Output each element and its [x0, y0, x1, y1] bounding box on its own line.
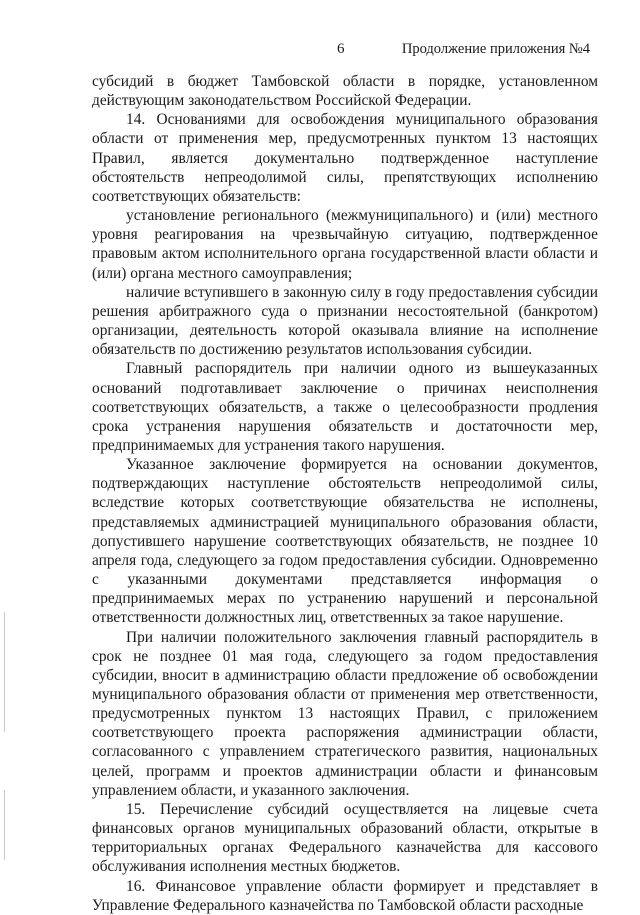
- scan-margin-mark: [4, 612, 5, 732]
- paragraph: наличие вступившего в законную силу в году предоставления субсидии решения арбитражного суда о признании несостоятельной (банкротом) организации, деятельность которой оказывала влияние на исполнение обязательств по достижению результатов использования субсидии.: [92, 283, 598, 359]
- page-number: 6: [337, 41, 345, 57]
- paragraph: 16. Финансовое управление области формирует и представляет в Управление Федерального казначейства по Тамбовской области расходные: [92, 877, 598, 914]
- paragraph: При наличии положительного заключения главный распорядитель в срок не позднее 01 мая года, следующего за годом предоставления субсидии, вносит в администрацию области предложение об освобождении муниципального образования области от применения мер ответственности, предусмотренных пунктом 13 настоящих Правил, с приложением соответствующего проекта распоряжения администрации области, согласованного с управлением стратегического развития, национальных целей, программ и проектов администрации области и финансовым управлением области, и указанного заключения.: [92, 628, 598, 799]
- paragraph: Указанное заключение формируется на основании документов, подтверждающих наступление обстоятельств непреодолимой силы, вследствие которых соответствующие обязательства не исполнены, представляемых администрацией муниципального образования области, допустившего нарушение соответствующих обязательств, не позднее 10 апреля года, следующего за годом предоставления субсидии. Одновременно с указанными документами представляется информация о предпринимаемых мерах по устранению нарушений и персональной ответственности должностных лиц, ответственных за такое нарушение.: [92, 456, 598, 627]
- paragraph: установление регионального (межмуниципального) и (или) местного уровня реагирования на чрезвычайную ситуацию, подтвержденное правовым актом исполнительного органа государственной власти области и (или) органа местного самоуправления;: [92, 207, 598, 282]
- scan-margin-mark: [4, 790, 5, 860]
- paragraph: субсидий в бюджет Тамбовской области в порядке, установленном действующим законодательством Российской Федерации.: [92, 73, 598, 110]
- appendix-continuation-note: Продолжение приложения №4: [401, 41, 590, 57]
- paragraph: 14. Основаниями для освобождения муниципального образования области от применения мер, предусмотренных пунктом 13 настоящих Правил, является документально подтвержденное наступление обстоятельств непреодолимой силы, препятствующих исполнению соответствующих обязательств:: [92, 111, 598, 205]
- paragraph: Главный распорядитель при наличии одного из вышеуказанных оснований подготавливает заключение о причинах неисполнения соответствующих обязательств, а также о целесообразности продления срока устранения нарушения обязательств и достаточности мер, предпринимаемых для устранения такого нарушения.: [92, 360, 598, 454]
- paragraph: 15. Перечисление субсидий осуществляется на лицевые счета финансовых органов муниципальных образований области, открытые в территориальных органах Федерального казначейства для кассового обслуживания исполнения местных бюджетов.: [92, 800, 598, 876]
- document-body: [92, 72, 598, 915]
